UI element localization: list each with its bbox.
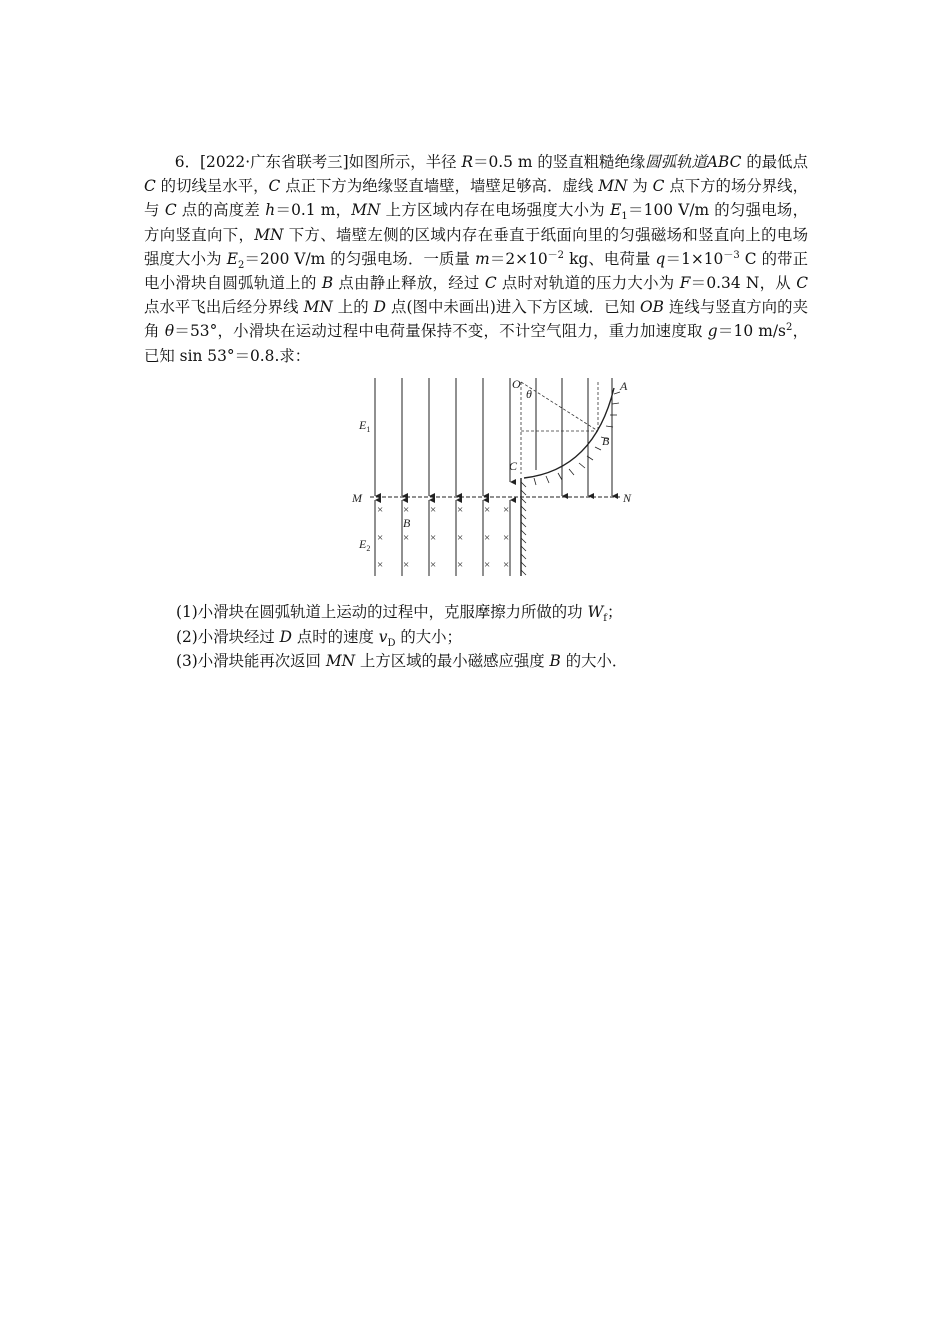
cross-mark: × [403, 559, 410, 571]
cross-mark: × [484, 532, 491, 544]
text-run: 上方区域内存在电场强度大小为 [380, 201, 611, 220]
text-run: ＝0.34 N，从 [690, 274, 797, 293]
italic-symbol: F [679, 274, 691, 293]
text-run: 连线与竖直方向的夹角 [144, 298, 808, 341]
text-run: ＝0.5 m 的竖直粗糙绝缘 [473, 153, 646, 171]
cross-mark: × [403, 532, 410, 544]
label-n: N [623, 491, 632, 505]
label-e2: $E_2$ [359, 537, 371, 553]
label-theta: θ [526, 387, 532, 401]
reference-dashed-lines [521, 382, 598, 474]
italic-symbol: m [475, 249, 490, 268]
text-run: (3)小滑块能再次返回 [176, 652, 326, 671]
question-3 [176, 649, 816, 674]
italic-symbol: MN [254, 225, 284, 244]
italic-symbol: MN [303, 298, 333, 317]
italic-symbol: h [265, 201, 276, 220]
italic-symbol: E [226, 249, 238, 268]
text-run: kg、电荷量 [564, 249, 656, 268]
italic-symbol: C [164, 201, 177, 220]
italic-symbol: MN [598, 177, 628, 196]
cross-mark: × [484, 559, 491, 571]
label-b-field: B [403, 516, 411, 530]
italic-symbol: MN [351, 201, 381, 220]
cross-mark: × [457, 559, 464, 571]
cross-mark: × [403, 504, 410, 516]
text-run: 点时对轨道的压力大小为 [496, 274, 680, 293]
cross-mark: × [503, 559, 510, 571]
physics-diagram [346, 374, 646, 580]
italic-symbol: v [378, 627, 388, 646]
text-run: 如图所示，半径 [348, 153, 462, 171]
text-run: 点(图中未画出)进入下方区域．已知 [386, 298, 641, 317]
text-run: 点水平飞出后经分界线 [144, 298, 304, 317]
questions-block [176, 600, 816, 674]
italic-symbol: W [587, 603, 604, 621]
text-run: 的切线呈水平， [155, 177, 269, 196]
arc-track-abc [524, 388, 614, 478]
cross-mark: × [503, 532, 510, 544]
text-run: ＝53°，小滑块在运动过程中电荷量保持不变，不计空气阻力，重力加速度取 [174, 322, 708, 341]
text-run: ＝100 V/m 的匀强电场，方向竖直向下， [144, 201, 808, 244]
italic-symbol: 圆弧轨道ABC [645, 153, 742, 171]
text-run: ； [607, 603, 623, 621]
text-run: 的大小； [395, 627, 462, 646]
subscript: f [603, 613, 607, 625]
italic-symbol: C [144, 177, 156, 196]
italic-symbol: C [268, 177, 281, 196]
label-a: A [620, 379, 628, 393]
wall-hatching [521, 482, 526, 575]
text-run: ＝0.1 m， [275, 201, 352, 220]
text-run: 点时的速度 [292, 627, 379, 646]
superscript: －3 [723, 249, 740, 261]
text-run: (1)小滑块在圆弧轨道上运动的过程中，克服摩擦力所做的功 [176, 603, 588, 621]
cross-mark: × [430, 504, 437, 516]
cross-mark: × [457, 504, 464, 516]
text-run: 点由静止释放，经过 [333, 274, 485, 293]
text-run: ＝2×10 [489, 249, 548, 268]
italic-symbol: B [549, 652, 561, 671]
subscript: 2 [237, 259, 245, 271]
italic-symbol: C [652, 177, 665, 196]
cross-mark: × [377, 504, 384, 516]
text-run: (2)小滑块经过 [176, 627, 280, 646]
text-run: ＝200 V/m 的匀强电场．一质量 [244, 249, 476, 268]
problem-block [144, 150, 808, 368]
italic-symbol: R [461, 153, 474, 171]
italic-symbol: MN [325, 652, 356, 671]
problem-body [144, 153, 808, 365]
superscript: 2 [785, 322, 793, 334]
text-run: ＝1×10 [665, 249, 724, 268]
italic-symbol: OB [640, 298, 664, 317]
question-2 [176, 625, 816, 650]
italic-symbol: B [321, 274, 334, 293]
superscript: －2 [547, 249, 565, 261]
italic-symbol: C [796, 274, 808, 293]
text-run: C 的带正电小滑块自圆弧轨道上的 [144, 249, 809, 293]
label-b-point: B [602, 434, 610, 448]
subscript: 1 [621, 211, 628, 223]
subscript: D [387, 637, 396, 649]
text-run: 的大小． [560, 652, 628, 671]
text-run: 点正下方为绝缘竖直墙壁，墙壁足够高．虚线 [280, 177, 599, 196]
text-run: 上的 [332, 298, 374, 317]
text-run: ，已知 sin 53°＝0.8.求： [144, 322, 808, 365]
cross-mark: × [430, 559, 437, 571]
problem-source: [2022·广东省联考三] [200, 153, 349, 171]
question-1 [176, 600, 816, 625]
cross-mark: × [377, 532, 384, 544]
label-c: C [509, 459, 518, 473]
text-run: 的最低点 [741, 153, 808, 171]
italic-symbol: E [610, 201, 622, 220]
cross-mark: × [430, 532, 437, 544]
cross-mark: × [457, 532, 464, 544]
italic-symbol: θ [164, 322, 175, 341]
italic-symbol: D [279, 627, 292, 646]
text-run: 下方、墙壁左侧的区域内存在垂直于纸面向里的匀强磁场和竖直向上的电场强度大小为 [144, 225, 808, 268]
italic-symbol: q [655, 249, 666, 268]
cross-mark: × [484, 504, 491, 516]
text-run: 为 [627, 177, 653, 196]
italic-symbol: g [707, 322, 718, 341]
italic-symbol: D [373, 298, 387, 317]
problem-statement [144, 150, 808, 368]
text-run: ＝10 m/s [717, 322, 786, 341]
cross-mark: × [377, 559, 384, 571]
e1-field-lines-left [375, 378, 510, 496]
magnetic-field-crosses [377, 504, 509, 571]
text-run: 点的高度差 [176, 201, 266, 220]
label-o: O [512, 377, 521, 391]
label-m: M [352, 491, 362, 505]
text-run: 点下方的场分界线，与 [144, 177, 808, 220]
label-e1: $E_1$ [359, 418, 371, 434]
text-run: 上方区域的最小磁感应强度 [355, 652, 550, 671]
problem-number: 6． [174, 153, 201, 171]
italic-symbol: C [484, 274, 497, 293]
cross-mark: × [503, 504, 510, 516]
